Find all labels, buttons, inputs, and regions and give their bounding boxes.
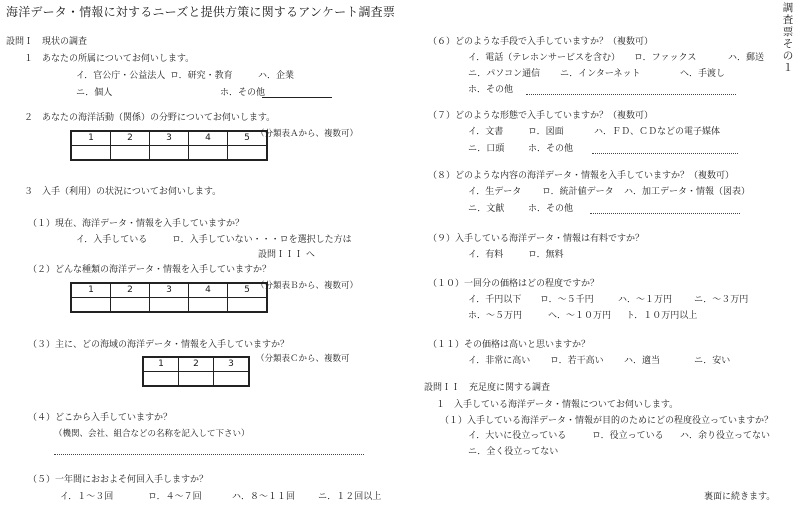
option-label[interactable]: ヘ．手渡し xyxy=(680,69,726,79)
option-label[interactable]: イ．文書 xyxy=(468,127,504,137)
vertical-form-label: 調査票その１ xyxy=(782,2,794,74)
answer-cell[interactable] xyxy=(214,371,250,386)
option-label[interactable]: ハ．～１万円 xyxy=(618,295,673,305)
grid-cell-label: 2 xyxy=(179,357,214,371)
answer-blank[interactable] xyxy=(590,213,740,214)
option-label[interactable]: イ．官公庁・公益法人 xyxy=(76,71,166,81)
option-label[interactable]: イ．１～３回 xyxy=(60,492,114,502)
answer-cell[interactable] xyxy=(189,145,228,160)
grid-cell-label: 4 xyxy=(189,131,228,145)
section-heading: 設問ＩＩ 充足度に関する調査 xyxy=(424,383,551,393)
answer-cell[interactable] xyxy=(150,297,189,312)
answer-grid xyxy=(70,282,268,313)
grid-cell-label: 5 xyxy=(228,283,268,297)
option-label[interactable]: ロ．ファックス xyxy=(634,53,697,63)
option-label[interactable]: ニ．１２回以上 xyxy=(318,492,382,502)
grid-cell-label: 4 xyxy=(189,283,228,297)
answer-cell[interactable] xyxy=(228,145,268,160)
question-text: （１１）その価格は高いと思いますか？ xyxy=(428,340,591,350)
skip-instruction: 設問ＩＩＩ へ xyxy=(258,250,315,260)
grid-cell-label: 1 xyxy=(71,283,111,297)
option-label[interactable]: ロ．４～７回 xyxy=(148,492,202,502)
answer-cell[interactable] xyxy=(71,297,111,312)
option-label[interactable]: ニ．全く役立ってない xyxy=(468,447,559,457)
answer-cell[interactable] xyxy=(111,145,150,160)
option-label[interactable]: ト．１０万円以上 xyxy=(626,311,698,321)
option-label[interactable]: ハ．企業 xyxy=(258,71,295,81)
option-label[interactable]: ニ．インターネット xyxy=(560,69,641,79)
continue-note: 裏面に続きます。 xyxy=(704,492,776,502)
question-text: （１）現在、海洋データ・情報を入手していますか？ xyxy=(28,219,245,229)
answer-cell[interactable] xyxy=(111,297,150,312)
grid-cell-label: 2 xyxy=(111,283,150,297)
question-text: （９）入手している海洋データ・情報は有料ですか？ xyxy=(428,234,645,244)
instruction-text: （機関、会社、組合などの名称を記入して下さい） xyxy=(54,429,250,439)
answer-cell[interactable] xyxy=(228,297,268,312)
option-label[interactable]: ロ．入手していない・・・ロを選択した方は xyxy=(172,235,352,245)
option-label[interactable]: イ．非常に高い xyxy=(468,356,531,366)
question-text: （４）どこから入手していますか？ xyxy=(28,413,173,423)
option-label[interactable]: ハ．適当 xyxy=(624,356,661,366)
option-label[interactable]: イ．有料 xyxy=(468,250,504,260)
option-label[interactable]: イ．入手している xyxy=(76,235,148,245)
option-label[interactable]: ホ．その他 xyxy=(220,88,266,98)
question-text: １ 入手している海洋データ・情報についてお伺いします。 xyxy=(436,400,679,410)
grid-cell-label: 5 xyxy=(228,131,268,145)
option-label[interactable]: ハ．ＦＤ、ＣＤなどの電子媒体 xyxy=(594,127,721,137)
answer-cell[interactable] xyxy=(189,297,228,312)
answer-cell[interactable] xyxy=(143,371,179,386)
option-label[interactable]: ホ．その他 xyxy=(468,85,514,95)
question-text: （６）どのような手段で入手していますか？（複数可） xyxy=(428,37,654,47)
option-label[interactable]: イ．電話（テレホンサービスを含む） xyxy=(468,53,621,63)
grid-cell-label: 3 xyxy=(150,131,189,145)
question-text: （７）どのような形態で入手していますか？（複数可） xyxy=(428,111,654,121)
section-heading: 設問Ｉ 現状の調査 xyxy=(6,37,88,47)
answer-cell[interactable] xyxy=(179,371,214,386)
option-label[interactable]: ロ．無料 xyxy=(528,250,564,260)
option-label[interactable]: ニ．口頭 xyxy=(468,144,505,154)
answer-grid xyxy=(142,356,250,387)
option-label[interactable]: ホ．その他 xyxy=(528,204,574,214)
option-label[interactable]: ニ．パソコン通信 xyxy=(468,69,541,79)
option-label[interactable]: イ．生データ xyxy=(468,187,522,197)
option-label[interactable]: ロ．若干高い xyxy=(550,356,604,366)
option-label[interactable]: ニ．文献 xyxy=(468,204,505,214)
option-label[interactable]: イ．千円以下 xyxy=(468,295,522,305)
question-text: （５）一年間におおよそ何回入手しますか？ xyxy=(28,475,209,485)
option-label[interactable]: ロ．統計値データ xyxy=(542,187,614,197)
option-label[interactable]: ハ．加工データ・情報（図表） xyxy=(624,187,751,197)
grid-cell-label: 2 xyxy=(111,131,150,145)
option-label[interactable]: ハ．余り役立ってない xyxy=(680,431,771,441)
classification-note: （分類表Ｂから、複数可） xyxy=(256,281,359,291)
option-label[interactable]: ニ．安い xyxy=(694,356,731,366)
option-label[interactable]: ホ．その他 xyxy=(528,144,574,154)
question-text: （３）主に、どの海域の海洋データ・情報を入手していますか？ xyxy=(28,340,290,350)
option-label[interactable]: ヘ．～１０万円 xyxy=(548,311,612,321)
grid-cell-label: 3 xyxy=(214,357,250,371)
question-text: （１）入手している海洋データ・情報が目的のためにどの程度役立っていますか？ xyxy=(440,416,774,426)
answer-grid xyxy=(70,130,268,161)
grid-cell-label: 3 xyxy=(150,283,189,297)
option-label[interactable]: ロ．研究・教育 xyxy=(170,71,233,81)
answer-blank[interactable] xyxy=(54,454,364,455)
question-text: （１０）一回分の価格はどの程度ですか？ xyxy=(428,279,600,289)
grid-cell-label: 1 xyxy=(143,357,179,371)
answer-blank[interactable] xyxy=(262,97,332,98)
classification-note: （分類表Ａから、複数可） xyxy=(256,129,359,139)
question-text: （８）どのような内容の海洋データ・情報を入手していますか？（複数可） xyxy=(428,171,735,181)
page-title: 海洋データ・情報に対するニーズと提供方策に関するアンケート調査票 xyxy=(6,5,396,19)
option-label[interactable]: ロ．図面 xyxy=(528,127,564,137)
grid-cell-label: 1 xyxy=(71,131,111,145)
question-text: ３ 入手（利用）の状況についてお伺いします。 xyxy=(24,187,222,197)
answer-cell[interactable] xyxy=(71,145,111,160)
answer-blank[interactable] xyxy=(592,153,738,154)
question-text: ２ あなたの海洋活動（関係）の分野についてお伺いします。 xyxy=(24,113,276,123)
question-text: （２）どんな種類の海洋データ・情報を入手していますか？ xyxy=(28,265,272,275)
option-label[interactable]: ニ．～３万円 xyxy=(694,295,749,305)
option-label[interactable]: イ．大いに役立っている xyxy=(468,431,567,441)
classification-note: （分類表Ｃから、複数可 xyxy=(256,354,350,364)
option-label[interactable]: ハ．郵送 xyxy=(728,53,765,63)
answer-blank[interactable] xyxy=(526,94,736,95)
option-label[interactable]: ロ．～５千円 xyxy=(540,295,594,305)
answer-cell[interactable] xyxy=(150,145,189,160)
option-label[interactable]: ロ．役立っている xyxy=(592,431,664,441)
option-label[interactable]: ニ．個人 xyxy=(76,88,113,98)
option-label[interactable]: ホ．～５万円 xyxy=(468,311,523,321)
option-label[interactable]: ハ．８～１１回 xyxy=(232,492,296,502)
question-text: １ あなたの所属についてお伺いします。 xyxy=(24,54,195,64)
